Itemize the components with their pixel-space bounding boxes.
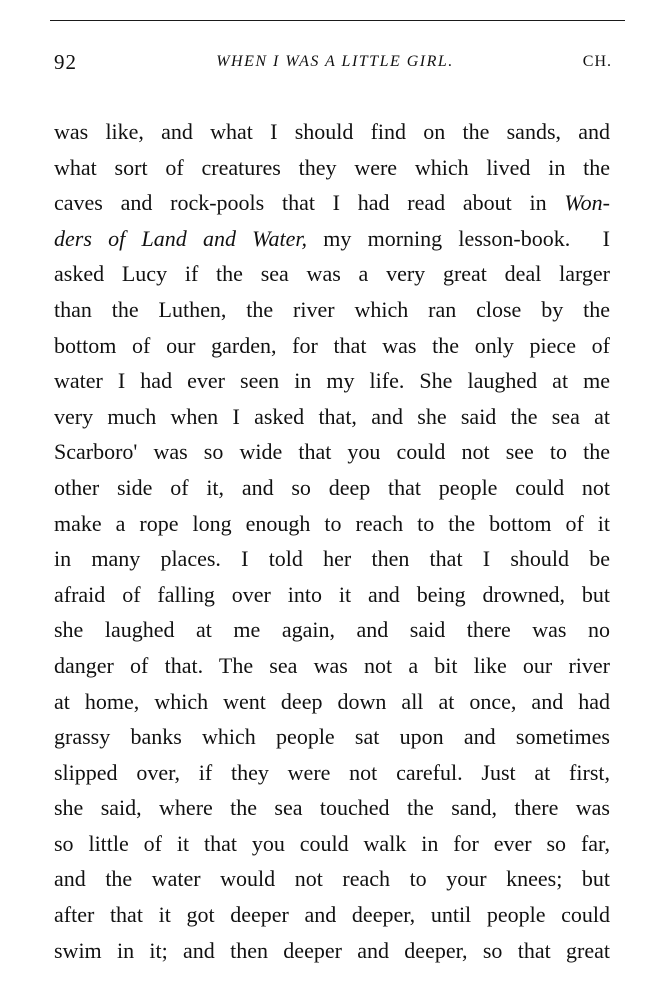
text-line: swim in it; and then deeper and deeper, so that great: [54, 937, 610, 963]
text-line: danger of that. The sea was not a bit like our river: [54, 652, 610, 678]
text-line: and the water would not reach to your knees; but: [54, 866, 610, 892]
top-rule: [50, 20, 625, 21]
text-line: after that it got deeper and deeper, until people could: [54, 902, 610, 928]
text-line: she said, where the sea touched the sand, there was: [54, 795, 610, 821]
text-line: what sort of creatures they were which lived in the: [54, 154, 610, 180]
text-line: at home, which went deep down all at once, and had: [54, 688, 610, 714]
text-line: bottom of our garden, for that was the only piece of: [54, 332, 610, 358]
italic-fragment: Won-: [564, 190, 610, 216]
body-text: [54, 114, 610, 968]
text-line: water I had ever seen in my life. She laughed at me: [54, 368, 610, 394]
text-line: was like, and what I should find on the sands, and: [54, 119, 610, 144]
text-line: make a rope long enough to reach to the bottom of it: [54, 510, 610, 536]
text-line: Scarboro' was so wide that you could not see to the: [54, 439, 610, 465]
text-line: other side of it, and so deep that people could not: [54, 474, 610, 500]
text-line: than the Luthen, the river which ran close by the: [54, 296, 610, 322]
text-line: grassy banks which people sat upon and sometimes: [54, 724, 610, 750]
page-number: 92: [54, 50, 77, 74]
text-line: she laughed at me again, and said there was no: [54, 617, 610, 643]
text-line: slipped over, if they were not careful. Just at first,: [54, 759, 610, 785]
text-line-plain: my morning lesson-book. I: [307, 225, 610, 251]
text-line: so little of it that you could walk in for ever so far,: [54, 830, 610, 856]
text-line: afraid of falling over into it and being drowned, but: [54, 581, 610, 607]
text-line: very much when I asked that, and she said the sea at: [54, 403, 610, 429]
italic-fragment: ders of Land and Water,: [54, 225, 307, 251]
running-title: WHEN I WAS A LITTLE GIRL.: [216, 53, 454, 70]
text-line: asked Lucy if the sea was a very great deal larger: [54, 261, 610, 287]
running-head: [50, 50, 620, 80]
text-line: in many places. I told her then that I should be: [54, 546, 610, 572]
text-line-with-italic: [54, 221, 610, 257]
text-line-with-italic: [54, 185, 610, 221]
text-line-plain: caves and rock-pools that I had read about in: [54, 190, 565, 216]
chapter-abbreviation: CH.: [582, 53, 612, 70]
